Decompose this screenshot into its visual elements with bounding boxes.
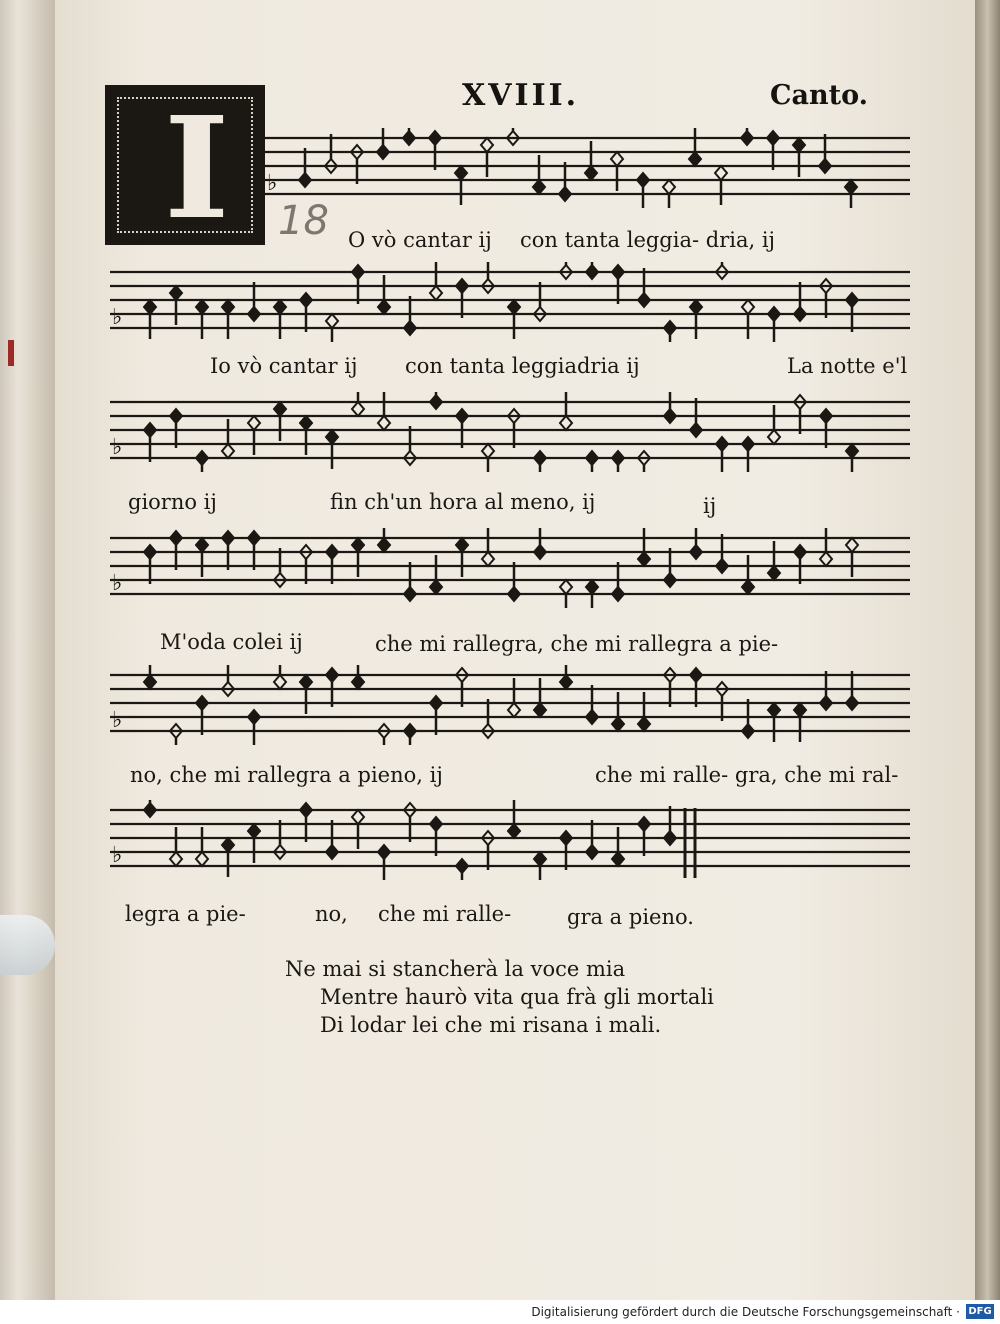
lyric-6a: legra a pie-	[125, 902, 246, 926]
lyric-3b: fin ch'un hora al meno, ij	[330, 490, 596, 514]
music-note	[664, 321, 676, 342]
music-note	[300, 293, 312, 332]
music-note	[560, 392, 572, 430]
music-note	[689, 128, 701, 166]
music-note	[196, 451, 208, 472]
music-note	[404, 562, 416, 601]
book-cover-edge	[975, 0, 1000, 1300]
music-note	[482, 262, 494, 293]
initial-letter: I	[164, 87, 230, 251]
music-note	[378, 724, 390, 745]
decorated-initial	[105, 85, 265, 251]
music-note	[508, 678, 520, 717]
music-note	[664, 392, 676, 423]
music-note	[690, 668, 702, 707]
music-note	[378, 392, 390, 430]
music-note	[742, 555, 754, 594]
music-note	[768, 541, 780, 580]
clef-glyph: ♭	[112, 305, 123, 330]
music-note	[326, 430, 338, 469]
digitization-footer	[0, 1300, 1000, 1324]
lyric-3c: ij	[703, 494, 717, 518]
music-note	[742, 699, 754, 738]
music-note	[222, 531, 234, 570]
music-note	[352, 810, 364, 849]
music-note	[430, 262, 442, 300]
clef-glyph: ♭	[112, 571, 123, 596]
staff-1	[265, 128, 910, 208]
lyric-5b: che mi ralle- gra, che mi ral-	[595, 763, 899, 787]
verse-line-2: Mentre haurò vita qua frà gli mortali	[320, 985, 714, 1009]
book-page-stack	[0, 0, 60, 1300]
music-note	[690, 398, 702, 437]
music-note	[534, 451, 546, 472]
music-note	[846, 293, 858, 332]
lyric-2b: con tanta leggiadria ij	[405, 354, 640, 378]
music-note	[664, 548, 676, 587]
music-note	[768, 405, 780, 444]
music-note	[456, 538, 468, 577]
music-note	[222, 665, 234, 696]
music-note	[222, 300, 234, 339]
music-note	[170, 724, 182, 745]
music-note	[456, 409, 468, 448]
music-note	[742, 437, 754, 472]
music-note	[508, 409, 520, 448]
music-note	[794, 545, 806, 584]
verse-line-1: Ne mai si stancherà la voce mia	[285, 957, 626, 981]
music-note	[767, 131, 779, 170]
music-note	[377, 128, 389, 159]
music-note	[586, 451, 598, 472]
music-note	[586, 262, 598, 279]
music-note	[248, 282, 260, 321]
music-note	[299, 148, 311, 187]
dfg-logo: DFG	[966, 1304, 994, 1319]
clef-glyph: ♭	[267, 171, 278, 196]
music-note	[404, 803, 416, 842]
music-note	[534, 528, 546, 559]
staff-4	[110, 528, 910, 608]
music-note	[533, 155, 545, 194]
music-note	[637, 173, 649, 208]
music-note	[716, 682, 728, 721]
music-note	[352, 392, 364, 416]
lyric-6c: che mi ralle-	[378, 902, 512, 926]
lyric-1a: O vò cantar ij	[348, 228, 492, 252]
music-note	[611, 152, 623, 191]
music-note	[300, 803, 312, 842]
verse-line-3: Di lodar lei che mi risana i mali.	[320, 1013, 662, 1037]
music-note	[144, 300, 156, 339]
staff-6	[110, 800, 910, 880]
music-note	[456, 668, 468, 707]
music-note	[326, 545, 338, 584]
music-note	[768, 703, 780, 742]
lyric-4b: che mi rallegra, che mi rallegra a pie-	[375, 632, 779, 656]
music-note	[559, 162, 571, 201]
clef-glyph: ♭	[112, 708, 123, 733]
music-note	[248, 416, 260, 455]
clef-glyph: ♭	[112, 435, 123, 460]
music-note	[820, 409, 832, 448]
music-note	[638, 817, 650, 856]
music-note	[846, 671, 858, 710]
music-note	[716, 437, 728, 472]
music-note	[170, 827, 182, 866]
music-note	[222, 838, 234, 877]
music-note	[300, 416, 312, 455]
music-note	[403, 128, 415, 145]
music-note	[404, 724, 416, 745]
music-note	[482, 831, 494, 870]
music-note	[274, 665, 286, 689]
music-note	[481, 138, 493, 177]
music-note	[741, 128, 753, 145]
footer-credit: Digitalisierung gefördert durch die Deutsche Forschungsgemeinschaft ·	[531, 1305, 960, 1319]
staff-3	[110, 392, 910, 472]
music-note	[664, 806, 676, 845]
clef-glyph: ♭	[112, 843, 123, 868]
music-note	[430, 696, 442, 735]
music-note	[820, 279, 832, 318]
lyric-4a: M'oda colei ij	[160, 630, 303, 654]
lyric-3a: giorno ij	[128, 490, 217, 514]
music-note	[507, 128, 519, 145]
music-note	[482, 528, 494, 566]
music-note	[144, 665, 156, 689]
music-note	[430, 555, 442, 594]
music-note	[638, 268, 650, 307]
music-note	[455, 166, 467, 205]
staff-5	[110, 665, 910, 745]
music-note	[819, 134, 831, 173]
music-note	[378, 275, 390, 314]
music-note	[768, 307, 780, 342]
lyric-2a: Io vò cantar ij	[210, 354, 358, 378]
music-note	[716, 262, 728, 279]
music-note	[534, 678, 546, 717]
music-note	[430, 817, 442, 856]
music-note	[793, 138, 805, 177]
music-note	[560, 665, 572, 689]
music-note	[820, 528, 832, 566]
music-note	[482, 699, 494, 738]
red-bookmark	[8, 340, 14, 366]
music-note	[794, 395, 806, 434]
music-note	[690, 528, 702, 559]
music-note	[612, 827, 624, 866]
music-note	[144, 800, 156, 817]
music-note	[274, 548, 286, 587]
music-note	[196, 696, 208, 735]
music-note	[352, 265, 364, 304]
music-note	[508, 800, 520, 838]
music-note	[586, 820, 598, 859]
music-note	[326, 820, 338, 859]
lyric-5a: no, che mi rallegra a pieno, ij	[130, 763, 443, 787]
music-note	[144, 545, 156, 584]
lyric-1b: con tanta leggia- dria, ij	[520, 228, 776, 252]
music-note	[715, 166, 727, 205]
music-note	[560, 831, 572, 870]
music-note	[196, 538, 208, 577]
music-note	[351, 145, 363, 184]
music-note	[196, 827, 208, 866]
lyric-2c: La notte e'l	[787, 354, 908, 378]
music-note	[456, 279, 468, 318]
music-note	[378, 845, 390, 880]
music-note	[794, 282, 806, 321]
music-note	[404, 296, 416, 335]
music-note	[585, 141, 597, 180]
music-note	[248, 824, 260, 863]
music-note	[429, 131, 441, 170]
voice-part-label: Canto.	[770, 80, 869, 111]
music-note	[144, 423, 156, 462]
music-note	[612, 265, 624, 304]
music-note	[274, 820, 286, 859]
music-note	[300, 675, 312, 714]
music-note	[716, 534, 728, 573]
music-note	[222, 419, 234, 458]
staff-2	[110, 262, 910, 342]
music-note	[690, 300, 702, 339]
music-note	[170, 286, 182, 325]
music-note	[326, 668, 338, 707]
music-note	[586, 685, 598, 724]
music-note	[196, 300, 208, 339]
music-note	[170, 531, 182, 570]
music-note	[638, 692, 650, 731]
music-note	[820, 671, 832, 710]
music-note	[378, 528, 390, 552]
music-note	[274, 300, 286, 339]
music-note	[794, 703, 806, 742]
music-note	[612, 692, 624, 731]
music-note	[248, 710, 260, 745]
music-note	[534, 282, 546, 321]
lyric-6b: no,	[315, 902, 348, 926]
music-note	[560, 262, 572, 279]
music-note	[170, 409, 182, 448]
music-note	[612, 451, 624, 472]
music-note	[352, 665, 364, 689]
music-note	[664, 668, 676, 707]
music-note	[325, 134, 337, 173]
music-note	[456, 859, 468, 880]
music-note	[300, 545, 312, 584]
music-note	[742, 300, 754, 339]
music-note	[612, 562, 624, 601]
music-note	[404, 426, 416, 465]
music-note	[274, 402, 286, 441]
music-note	[352, 538, 364, 577]
music-note	[430, 392, 442, 409]
music-note	[248, 531, 260, 570]
music-note	[638, 528, 650, 566]
lyric-6d: gra a pieno.	[567, 905, 694, 929]
music-note	[638, 451, 650, 472]
music-note	[846, 538, 858, 577]
music-note	[508, 300, 520, 339]
pencil-annotation: 18	[278, 198, 329, 244]
piece-number: XVIII.	[462, 78, 580, 113]
music-note	[508, 562, 520, 601]
